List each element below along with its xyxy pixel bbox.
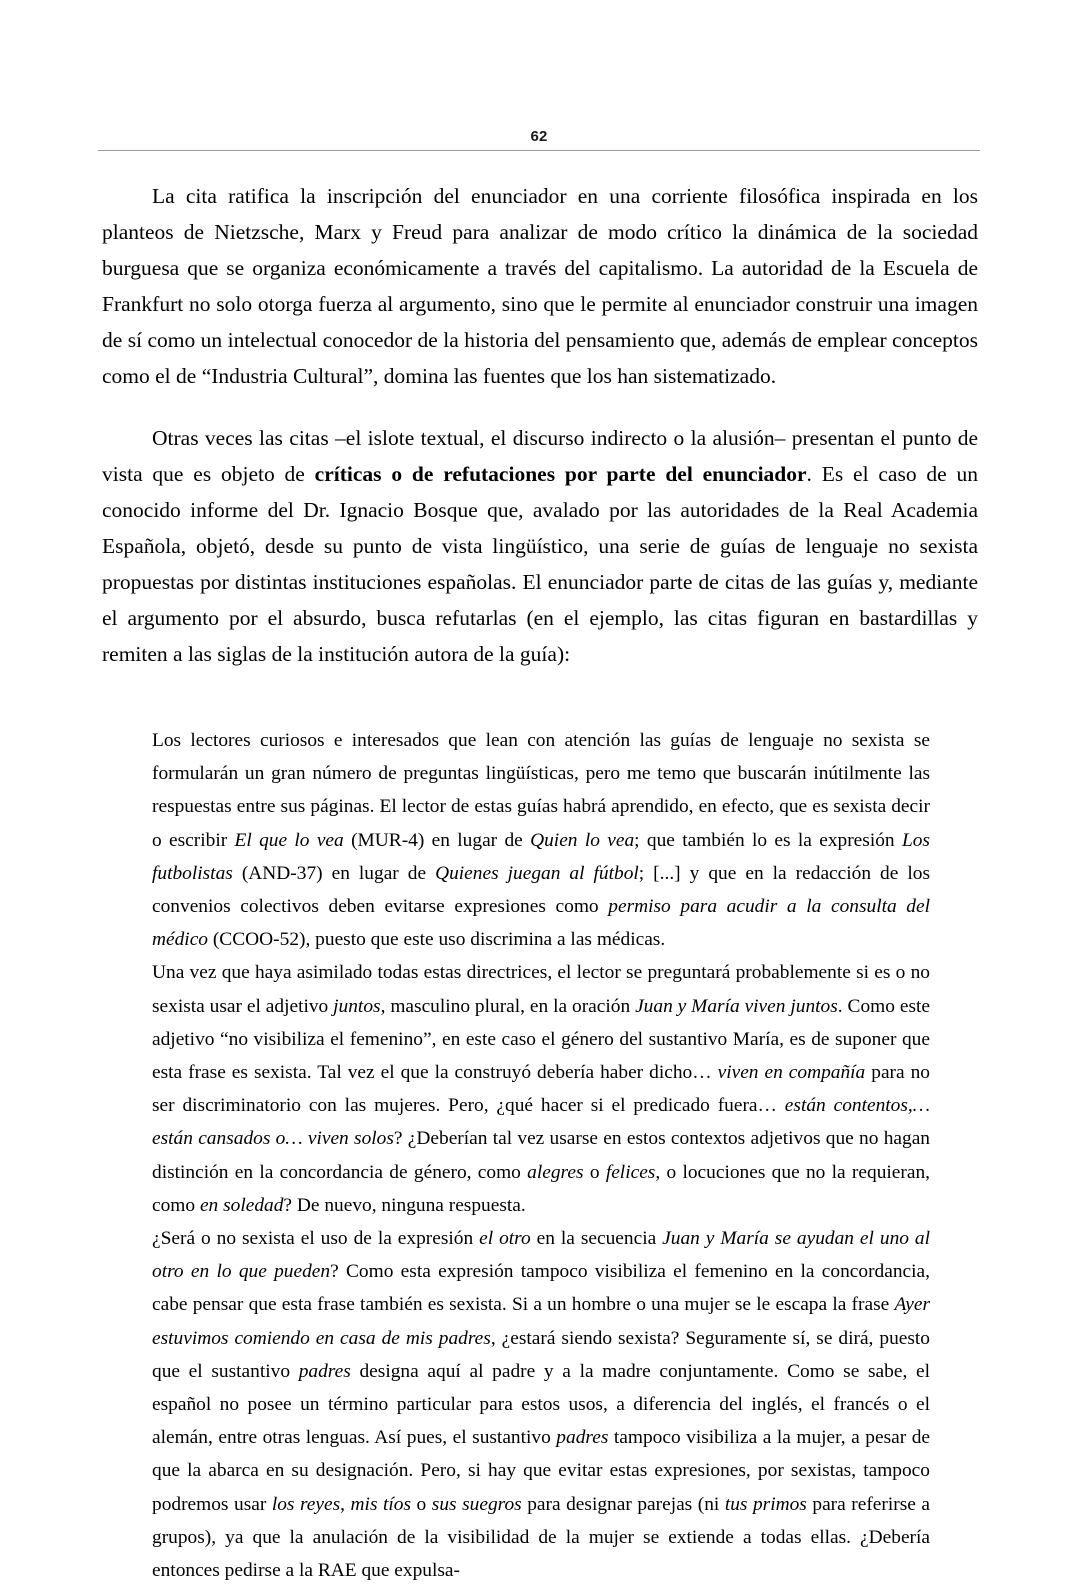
emphasis-italic: padres: [556, 1427, 609, 1449]
quote-paragraph: [152, 1222, 930, 1587]
emphasis-italic: tus primos: [724, 1493, 807, 1515]
text-run: Los lectores curiosos e interesados que lean con atención las guías de lenguaje no sexista se formularán un gran número de preguntas lingüísticas, pero me temo que buscarán inútilmente las respuestas entre sus páginas. El lector de estas guías habrá aprendido, en efecto, que es sexista decir o escribir: [152, 730, 930, 851]
page-content: [102, 178, 978, 1587]
text-run: , ¿estará siendo sexista? Seguramente sí, se dirá, puesto que el sustantivo: [152, 1327, 930, 1382]
text-run: o: [583, 1161, 606, 1183]
text-run: Una vez que haya asimilado todas estas directrices, el lector se preguntará probablemente si es o no sexista usar el adjetivo: [152, 962, 930, 1017]
text-run: designa aquí al padre y a la madre conjuntamente. Como se sabe, el español no posee un término particular para estos usos, a diferencia del inglés, el francés o el alemán, entre otras lenguas. Así pues, el sustantivo: [152, 1360, 930, 1449]
emphasis-italic: los reyes: [271, 1493, 341, 1515]
text-run: ; que también lo es la expresión: [634, 829, 902, 851]
header-rule: [98, 150, 980, 151]
text-run: ; [...] y que en la redacción de los convenios colectivos deben evitarse expresiones como: [152, 862, 930, 918]
text-run: para designar parejas (ni: [521, 1493, 725, 1515]
body-paragraph: [102, 178, 978, 394]
emphasis-italic: Quienes juegan al fútbol: [435, 862, 639, 884]
text-run: ? De nuevo, ninguna respuesta.: [283, 1194, 526, 1216]
emphasis-italic: Juan y María se ayudan el uno al otro en lo que pueden: [152, 1228, 931, 1283]
text-run: ¿Será o no sexista el uso de la expresión: [152, 1228, 480, 1250]
quote-paragraph: [152, 956, 930, 1222]
page-number: 62: [530, 128, 548, 145]
text-run: . Es el caso de un conocido informe del Dr. Ignacio Bosque que, avalado por las autoridades de la Real Academia Española, objetó, desde su punto de vista lingüístico, una serie de guías de lenguaje no sexista propuestas por distintas instituciones españolas. El enunciador parte de citas de las guías y, mediante el argumento por el absurdo, busca refutarlas (en el ejemplo, las citas figuran en bastardillas y remiten a las siglas de la institución autora de la guía):: [102, 462, 979, 666]
emphasis-italic: felices: [605, 1161, 656, 1183]
text-run: en la secuencia: [530, 1228, 663, 1250]
text-run: (CCOO-52), puesto que este uso discrimina a las médicas.: [208, 929, 666, 951]
text-run: Otras veces las citas –el islote textual, el discurso indirecto o la alusión– presentan el punto de vista que es objeto de: [102, 426, 978, 486]
text-run: ? ¿Deberían tal vez usarse en estos contextos adjetivos que no hagan distinción en la concordancia de género, como: [152, 1128, 930, 1183]
text-run: para no ser discriminatorio con las mujeres. Pero, ¿qué hacer si el predicado fuera…: [152, 1062, 931, 1117]
emphasis-italic: sus suegros: [431, 1493, 522, 1515]
quote-paragraph: [152, 724, 930, 956]
emphasis-italic: mis tíos: [350, 1493, 412, 1515]
emphasis-italic: El que lo vea: [234, 829, 344, 851]
text-run: (MUR-4) en lugar de: [343, 829, 531, 851]
text-run: ,: [340, 1493, 351, 1515]
text-run: (AND-37) en lugar de: [232, 862, 436, 884]
block-quote: [152, 724, 930, 1587]
text-run: , masculino plural, en la oración: [380, 995, 636, 1017]
text-run: La cita ratifica la inscripción del enunciador en una corriente filosófica inspirada en los planteos de Nietzsche, Marx y Freud para analizar de modo crítico la dinámica de la sociedad burguesa que se organiza económicamente a través del capitalismo. La autoridad de la Escuela de Frankfurt no solo otorga fuerza al argumento, sino que le permite al enunciador construir una imagen de sí como un intelectual conocedor de la historia del pensamiento que, además de emplear conceptos como el de “Industria Cultural”, domina las fuentes que los han sistematizado.: [102, 184, 978, 388]
text-run: tampoco visibiliza a la mujer, a pesar de que la abarca en su designación. Pero, si hay que evitar estas expresiones, por sexistas, tampoco podremos usar: [152, 1427, 930, 1515]
text-run: , o locuciones que no la requieran, como: [152, 1161, 930, 1216]
emphasis-bold: críticas o de refutaciones por parte del enunciador: [314, 462, 807, 486]
text-run: ? Como esta expresión tampoco visibiliza el femenino en la concordancia, cabe pensar que esta frase también es sexista. Si a un hombre o una mujer se le escapa la frase: [152, 1261, 930, 1316]
emphasis-italic: alegres: [527, 1161, 584, 1183]
text-run: para referirse a grupos), ya que la anulación de la visibilidad de la mujer se extiende a todas ellas. ¿Debería entonces pedirse a la RAE que expulsa-: [152, 1493, 930, 1582]
emphasis-italic: Juan y María viven juntos: [635, 995, 838, 1017]
emphasis-italic: permiso para acudir a la consulta del médico: [152, 896, 930, 951]
emphasis-italic: Los futbolistas: [152, 829, 930, 884]
emphasis-italic: en soledad: [199, 1194, 284, 1216]
emphasis-italic: padres: [298, 1360, 351, 1382]
emphasis-italic: Ayer estuvimos comiendo en casa de mis padres: [152, 1294, 930, 1349]
emphasis-italic: juntos: [333, 995, 381, 1017]
body-paragraphs: [102, 178, 978, 672]
emphasis-italic: Quien lo vea: [530, 829, 635, 851]
text-run: . Como este adjetivo “no visibiliza el femenino”, en este caso el género del sustantivo María, es de suponer que esta frase es sexista. Tal vez el que la construyó debería haber dicho…: [152, 995, 930, 1084]
body-paragraph: [102, 420, 978, 672]
page-header: [98, 128, 980, 159]
emphasis-italic: el otro: [479, 1228, 531, 1250]
text-run: o: [411, 1493, 432, 1515]
emphasis-italic: están contentos,… están cansados o… viven solos: [152, 1095, 930, 1150]
emphasis-italic: viven en compañía: [717, 1062, 866, 1084]
